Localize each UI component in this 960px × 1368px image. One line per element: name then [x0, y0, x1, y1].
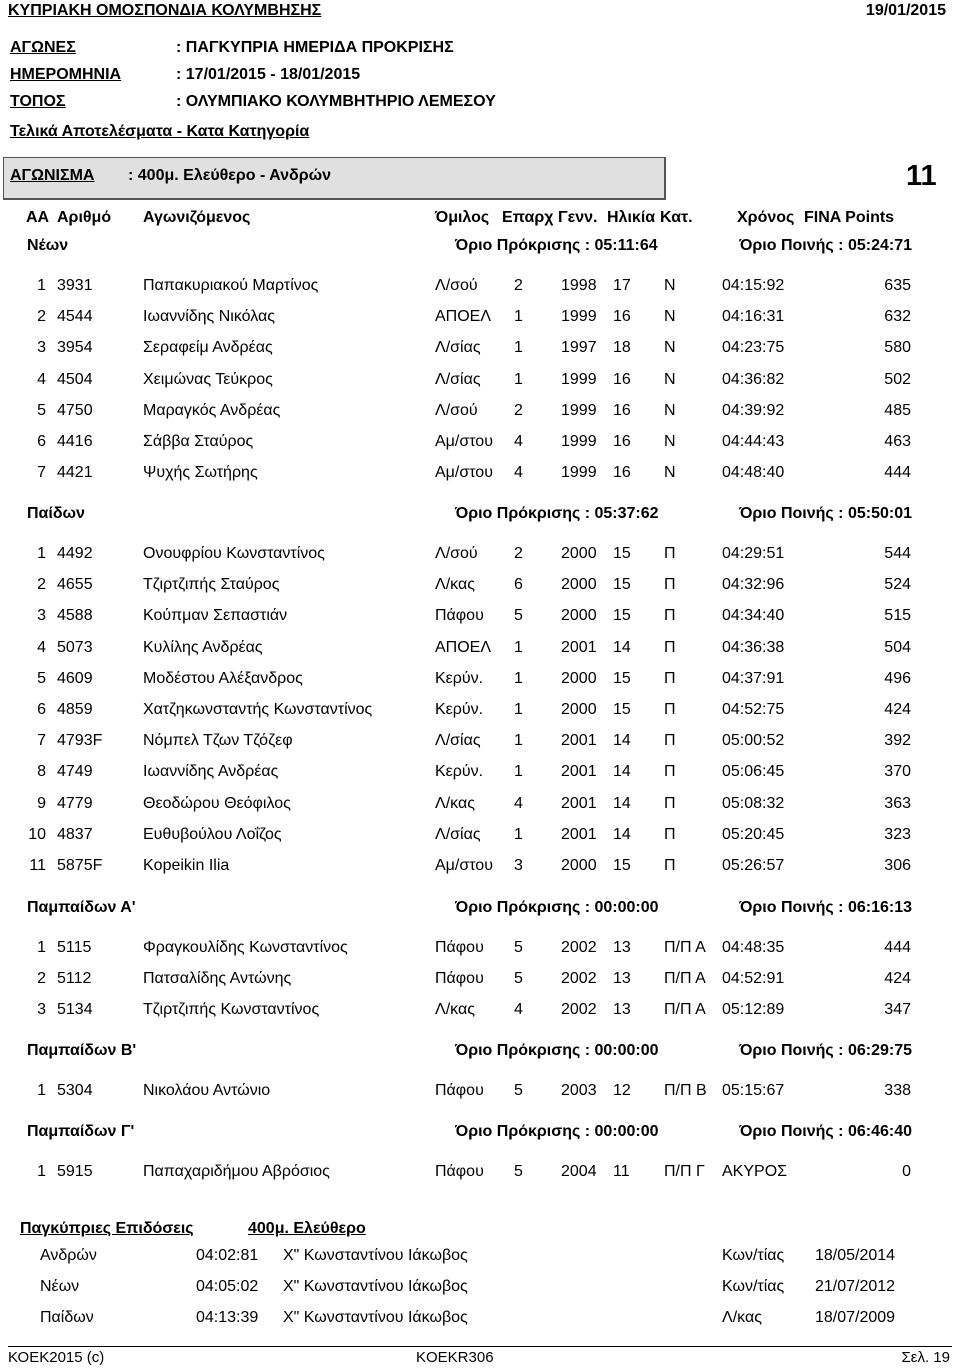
cell-district: 5: [514, 970, 523, 988]
cell-age: 15: [613, 857, 631, 874]
cell-rank: 3: [37, 607, 46, 625]
cell-points: 392: [884, 732, 911, 750]
cell-club: Λ/σού: [435, 277, 478, 294]
cell-time: 05:12:89: [722, 1001, 785, 1019]
record-club: Κων/τίας: [722, 1247, 785, 1264]
cell-age: 14: [613, 638, 631, 656]
cell-name: Παπαχαριδήμου Αβρόσιος: [143, 1163, 330, 1180]
penalty-limit: Όριο Ποινής : 06:16:13: [739, 899, 912, 916]
event-name: : 400μ. Ελεύθερο - Ανδρών: [128, 167, 332, 184]
penalty-limit: Όριο Ποινής : 06:29:75: [739, 1042, 912, 1059]
footer-code: KOEKR306: [416, 1349, 494, 1366]
cell-district: 1: [514, 308, 523, 326]
cell-name: Πατσαλίδης Αντώνης: [143, 970, 292, 988]
cell-cat: Π: [664, 576, 676, 594]
cell-district: 1: [514, 825, 523, 843]
cell-id: 4655: [57, 576, 93, 594]
cell-rank: 1: [37, 1163, 46, 1180]
cell-points: 515: [884, 607, 911, 625]
cell-rank: 2: [37, 308, 46, 326]
cell-district: 2: [514, 545, 523, 562]
cell-cat: Π: [664, 545, 676, 562]
meta-value-date: : 17/01/2015 - 18/01/2015: [176, 66, 361, 83]
cell-year: 2000: [561, 669, 597, 687]
record-holder: Χ" Κωνσταντίνου Ιάκωβος: [283, 1247, 468, 1264]
cell-time: 04:15:92: [722, 277, 785, 294]
cell-district: 5: [514, 1163, 523, 1180]
cell-year: 2000: [561, 545, 597, 562]
record-time: 04:13:39: [196, 1309, 259, 1326]
cell-age: 15: [613, 576, 631, 594]
cell-points: 306: [884, 857, 911, 874]
cell-age: 16: [613, 308, 631, 326]
cell-district: 5: [514, 607, 523, 625]
cell-age: 13: [613, 939, 631, 956]
record-club: Κων/τίας: [722, 1278, 785, 1295]
cell-cat: Π: [664, 701, 676, 718]
cell-club: Λ/σίας: [435, 732, 481, 750]
cell-cat: Π/Π Β: [664, 1082, 707, 1099]
cell-year: 2001: [561, 794, 597, 812]
penalty-limit: Όριο Ποινής : 05:50:01: [739, 505, 912, 522]
cell-time: 05:08:32: [722, 794, 785, 812]
cell-age: 15: [613, 607, 631, 625]
cell-points: 463: [884, 433, 911, 450]
cell-id: 5115: [57, 939, 92, 956]
cell-points: 544: [884, 545, 911, 562]
meta-label-venue: ΤΟΠΟΣ: [10, 93, 66, 110]
record-age-group: Παίδων: [40, 1309, 94, 1326]
qualifying-limit: Όριο Πρόκρισης : 00:00:00: [455, 899, 659, 916]
cell-district: 2: [514, 401, 523, 419]
cell-cat: Π/Π Α: [664, 1001, 706, 1019]
cell-rank: 5: [37, 401, 46, 419]
cell-year: 2003: [561, 1082, 597, 1099]
cell-points: 496: [884, 669, 911, 687]
cell-time: 04:39:92: [722, 401, 785, 419]
cell-name: Ονουφρίου Κωνσταντίνος: [143, 545, 325, 562]
cell-district: 1: [514, 763, 523, 781]
cell-id: 4544: [57, 308, 93, 326]
cell-district: 1: [514, 339, 523, 357]
cell-points: 635: [884, 277, 911, 294]
cell-time: 05:06:45: [722, 763, 785, 781]
cell-age: 14: [613, 763, 631, 781]
cell-district: 1: [514, 370, 523, 388]
event-label: ΑΓΩΝΙΣΜΑ: [10, 167, 95, 184]
cell-rank: 3: [37, 1001, 46, 1019]
category-title: Παίδων: [27, 505, 85, 522]
cell-age: 16: [613, 370, 631, 388]
meta-value-venue: : ΟΛΥΜΠΙΑΚΟ ΚΟΛΥΜΒΗΤΗΡΙΟ ΛΕΜΕΣΟΥ: [176, 93, 496, 110]
record-holder: Χ" Κωνσταντίνου Ιάκωβος: [283, 1309, 468, 1326]
cell-time: 04:29:51: [722, 545, 785, 562]
cell-club: ΑΠΟΕΛ: [435, 308, 492, 326]
cell-id: 4749: [57, 763, 93, 781]
cell-cat: Ν: [664, 464, 676, 482]
cell-age: 14: [613, 794, 631, 812]
cell-points: 444: [884, 939, 911, 956]
cell-time: 04:48:35: [722, 939, 785, 956]
col-cat: Κατ.: [660, 209, 693, 226]
cell-cat: Π: [664, 669, 676, 687]
cell-age: 16: [613, 433, 631, 450]
cell-id: 4837: [57, 825, 93, 843]
cell-year: 1999: [561, 464, 597, 482]
qualifying-limit: Όριο Πρόκρισης : 00:00:00: [455, 1123, 659, 1140]
cell-year: 2001: [561, 732, 597, 750]
cell-name: Ιωαννίδης Ανδρέας: [143, 763, 279, 781]
cell-id: 4588: [57, 607, 93, 625]
cell-year: 2000: [561, 607, 597, 625]
cell-club: Κερύν.: [435, 763, 484, 781]
cell-rank: 11: [29, 857, 46, 874]
cell-club: Πάφου: [435, 607, 484, 625]
cell-name: Ψυχής Σωτήρης: [143, 464, 258, 482]
cell-name: Χατζηκωνσταντής Κωνσταντίνος: [143, 701, 373, 718]
cell-age: 14: [613, 825, 631, 843]
cell-time: 05:00:52: [722, 732, 785, 750]
cell-year: 2001: [561, 825, 597, 843]
cell-age: 11: [613, 1163, 630, 1180]
cell-club: Κερύν.: [435, 701, 484, 718]
cell-name: Φραγκουλίδης Κωνσταντίνος: [143, 939, 348, 956]
cell-club: Λ/κας: [435, 1001, 475, 1019]
footer-rule: [8, 1346, 952, 1347]
col-time: Χρόνος: [737, 209, 795, 226]
cell-time: 04:52:75: [722, 701, 785, 718]
category-title: Παμπαίδων Α': [27, 899, 136, 916]
cell-age: 17: [613, 277, 631, 294]
event-number: 11: [906, 160, 937, 192]
qualifying-limit: Όριο Πρόκρισης : 00:00:00: [455, 1042, 659, 1059]
cell-id: 4793F: [57, 732, 103, 750]
cell-time: 04:23:75: [722, 339, 785, 357]
cell-points: 524: [884, 576, 911, 594]
cell-club: Κερύν.: [435, 669, 484, 687]
cell-name: Σάββα Σταύρος: [143, 433, 254, 450]
cell-id: 4504: [57, 370, 93, 388]
cell-club: Λ/κας: [435, 794, 475, 812]
cell-year: 1998: [561, 277, 597, 294]
cell-id: 5073: [57, 638, 93, 656]
cell-district: 2: [514, 277, 523, 294]
cell-age: 18: [613, 339, 631, 357]
cell-cat: Π: [664, 825, 676, 843]
cell-cat: Π: [664, 794, 676, 812]
cell-rank: 7: [37, 732, 46, 750]
cell-rank: 3: [37, 339, 46, 357]
cell-club: Πάφου: [435, 970, 484, 988]
cell-rank: 1: [37, 939, 46, 956]
cell-district: 4: [514, 464, 523, 482]
cell-time: 04:16:31: [722, 308, 785, 326]
cell-time: 04:34:40: [722, 607, 785, 625]
cell-year: 1997: [561, 339, 597, 357]
cell-cat: Π/Π Α: [664, 939, 706, 956]
print-date: 19/01/2015: [865, 2, 946, 19]
cell-year: 1999: [561, 401, 597, 419]
cell-name: Παπακυριακού Μαρτίνος: [143, 277, 319, 294]
cell-age: 15: [613, 701, 631, 718]
cell-age: 16: [613, 464, 631, 482]
cell-rank: 8: [37, 763, 46, 781]
cell-name: Τζιρτζιπής Σταύρος: [143, 576, 280, 594]
record-club: Λ/κας: [722, 1309, 762, 1326]
category-title: Παμπαίδων Γ': [27, 1123, 135, 1140]
cell-year: 2001: [561, 638, 597, 656]
cell-age: 13: [613, 970, 631, 988]
cell-time: ΑΚΥΡΟΣ: [722, 1163, 788, 1180]
cell-id: 3954: [57, 339, 93, 357]
cell-points: 338: [884, 1082, 911, 1099]
record-age-group: Ανδρών: [40, 1247, 97, 1264]
cell-district: 3: [514, 857, 523, 874]
cell-id: 4421: [57, 464, 93, 482]
cell-age: 16: [613, 401, 631, 419]
cell-rank: 1: [37, 277, 46, 294]
cell-time: 05:15:67: [722, 1082, 785, 1099]
cell-rank: 4: [37, 370, 46, 388]
record-time: 04:05:02: [196, 1278, 259, 1295]
cell-id: 4416: [57, 433, 93, 450]
col-age: Ηλικία: [607, 209, 656, 226]
cell-name: Kopeikin Ilia: [143, 857, 230, 874]
cell-rank: 5: [37, 669, 46, 687]
cell-rank: 9: [37, 794, 46, 812]
record-date: 18/07/2009: [815, 1309, 896, 1326]
cell-year: 1999: [561, 370, 597, 388]
cell-name: Ευθυβούλου Λοΐζος: [143, 825, 282, 843]
cell-name: Ιωαννίδης Νικόλας: [143, 308, 275, 326]
qualifying-limit: Όριο Πρόκρισης : 05:11:64: [455, 237, 658, 254]
cell-year: 2002: [561, 939, 597, 956]
cell-points: 424: [884, 970, 911, 988]
cell-rank: 1: [37, 1082, 46, 1099]
cell-district: 4: [514, 433, 523, 450]
meta-value-meet: : ΠΑΓΚΥΠΡΙΑ ΗΜΕΡΙΔΑ ΠΡΟΚΡΙΣΗΣ: [176, 39, 454, 56]
cell-name: Χειμώνας Τεύκρος: [143, 370, 273, 388]
cell-year: 2000: [561, 857, 597, 874]
cell-name: Θεοδώρου Θεόφιλος: [143, 794, 291, 812]
cell-time: 04:36:82: [722, 370, 785, 388]
federation-title: ΚΥΠΡΙΑΚΗ ΟΜΟΣΠΟΝΔΙΑ ΚΟΛΥΜΒΗΣΗΣ: [8, 2, 322, 19]
cell-name: Τζιρτζιπής Κωνσταντίνος: [143, 1001, 320, 1019]
cell-name: Κούπμαν Σεπαστιάν: [143, 607, 288, 625]
cell-id: 5134: [57, 1001, 93, 1019]
cell-time: 04:36:38: [722, 638, 785, 656]
cell-id: 3931: [57, 277, 93, 294]
cell-age: 15: [613, 669, 631, 687]
event-box: [3, 157, 666, 200]
records-event: 400μ. Ελεύθερο: [248, 1220, 366, 1237]
cell-district: 1: [514, 638, 523, 656]
cell-district: 1: [514, 701, 523, 718]
records-title: Παγκύπριες Επιδόσεις: [20, 1220, 194, 1237]
cell-time: 04:44:43: [722, 433, 785, 450]
cell-points: 632: [884, 308, 911, 326]
cell-year: 2002: [561, 1001, 597, 1019]
footer-copyright: ΚΟΕΚ2015 (c): [8, 1349, 105, 1366]
col-points: FINA Points: [804, 209, 895, 226]
cell-points: 323: [884, 825, 911, 843]
cell-time: 04:32:96: [722, 576, 785, 594]
cell-name: Μαραγκός Ανδρέας: [143, 401, 281, 419]
cell-rank: 7: [37, 464, 46, 482]
cell-points: 502: [884, 370, 911, 388]
col-id: Αριθμό: [57, 209, 112, 226]
cell-time: 04:48:40: [722, 464, 785, 482]
cell-id: 4859: [57, 701, 93, 718]
cell-id: 4750: [57, 401, 93, 419]
cell-cat: Π: [664, 857, 676, 874]
cell-points: 485: [884, 401, 911, 419]
cell-rank: 6: [37, 701, 46, 718]
cell-id: 4492: [57, 545, 93, 562]
cell-club: ΑΠΟΕΛ: [435, 638, 492, 656]
cell-points: 370: [884, 763, 911, 781]
cell-id: 5915: [57, 1163, 93, 1180]
cell-rank: 4: [37, 638, 46, 656]
cell-cat: Ν: [664, 277, 676, 294]
penalty-limit: Όριο Ποινής : 05:24:71: [739, 237, 912, 254]
cell-cat: Ν: [664, 308, 676, 326]
cell-name: Μοδέστου Αλέξανδρος: [143, 669, 303, 687]
cell-club: Αμ/στου: [435, 433, 493, 450]
cell-cat: Ν: [664, 339, 676, 357]
cell-cat: Ν: [664, 370, 676, 388]
cell-rank: 6: [37, 433, 46, 450]
cell-club: Πάφου: [435, 1082, 484, 1099]
cell-points: 444: [884, 464, 911, 482]
cell-age: 13: [613, 1001, 631, 1019]
cell-id: 4609: [57, 669, 93, 687]
cell-points: 0: [902, 1163, 911, 1180]
cell-time: 04:37:91: [722, 669, 785, 687]
cell-name: Σεραφείμ Ανδρέας: [143, 339, 273, 357]
cell-club: Αμ/στου: [435, 857, 493, 874]
cell-name: Νόμπελ Τζων Τζόζεφ: [143, 732, 293, 750]
col-year: Γενν.: [558, 209, 598, 226]
cell-age: 12: [613, 1082, 631, 1099]
record-age-group: Νέων: [40, 1278, 80, 1295]
cell-club: Λ/σού: [435, 545, 478, 562]
record-holder: Χ" Κωνσταντίνου Ιάκωβος: [283, 1278, 468, 1295]
cell-id: 5875F: [57, 857, 103, 874]
cell-district: 4: [514, 1001, 523, 1019]
cell-time: 05:20:45: [722, 825, 785, 843]
cell-points: 363: [884, 794, 911, 812]
cell-cat: Π/Π Γ: [664, 1163, 705, 1180]
qualifying-limit: Όριο Πρόκρισης : 05:37:62: [455, 505, 659, 522]
cell-cat: Π: [664, 763, 676, 781]
col-name: Αγωνιζόμενος: [143, 209, 251, 226]
cell-cat: Π/Π Α: [664, 970, 706, 988]
cell-time: 05:26:57: [722, 857, 785, 874]
cell-district: 6: [514, 576, 523, 594]
cell-year: 2001: [561, 763, 597, 781]
record-time: 04:02:81: [196, 1247, 259, 1264]
penalty-limit: Όριο Ποινής : 06:46:40: [739, 1123, 912, 1140]
cell-name: Κυλίλης Ανδρέας: [143, 638, 263, 656]
cell-cat: Π: [664, 638, 676, 656]
cell-year: 1999: [561, 433, 597, 450]
cell-name: Νικολάου Αντώνιο: [143, 1082, 271, 1099]
cell-year: 1999: [561, 308, 597, 326]
cell-id: 5112: [57, 970, 92, 988]
cell-rank: 10: [28, 825, 46, 843]
cell-year: 2004: [561, 1163, 597, 1180]
cell-rank: 2: [37, 970, 46, 988]
cell-club: Λ/σίας: [435, 825, 481, 843]
cell-points: 424: [884, 701, 911, 718]
record-date: 21/07/2012: [815, 1278, 896, 1295]
cell-cat: Ν: [664, 401, 676, 419]
cell-age: 14: [613, 732, 631, 750]
cell-club: Πάφου: [435, 939, 484, 956]
cell-age: 15: [613, 545, 631, 562]
col-club: Όμιλος: [435, 209, 490, 226]
cell-club: Πάφου: [435, 1163, 484, 1180]
category-title: Νέων: [27, 237, 69, 254]
cell-district: 1: [514, 669, 523, 687]
cell-club: Αμ/στου: [435, 464, 493, 482]
category-title: Παμπαίδων Β': [27, 1042, 137, 1059]
cell-time: 04:52:91: [722, 970, 785, 988]
cell-district: 4: [514, 794, 523, 812]
cell-district: 1: [514, 732, 523, 750]
col-district: Επαρχ: [502, 209, 554, 226]
cell-club: Λ/σίας: [435, 339, 481, 357]
cell-district: 5: [514, 1082, 523, 1099]
cell-club: Λ/σίας: [435, 370, 481, 388]
cell-rank: 1: [37, 545, 46, 562]
cell-cat: Π: [664, 732, 676, 750]
meta-label-meet: ΑΓΩΝΕΣ: [10, 39, 76, 56]
cell-cat: Π: [664, 607, 676, 625]
results-subtitle: Τελικά Αποτελέσματα - Κατα Κατηγορία: [10, 123, 310, 140]
cell-year: 2000: [561, 576, 597, 594]
cell-points: 347: [884, 1001, 911, 1019]
cell-year: 2000: [561, 701, 597, 718]
cell-points: 580: [884, 339, 911, 357]
cell-year: 2002: [561, 970, 597, 988]
cell-id: 4779: [57, 794, 93, 812]
meta-label-date: ΗΜΕΡΟΜΗΝΙΑ: [10, 66, 122, 83]
cell-club: Λ/σού: [435, 401, 478, 419]
cell-district: 5: [514, 939, 523, 956]
cell-rank: 2: [37, 576, 46, 594]
footer-page: Σελ. 19: [901, 1349, 950, 1366]
record-date: 18/05/2014: [815, 1247, 896, 1264]
cell-cat: Ν: [664, 433, 676, 450]
cell-points: 504: [884, 638, 911, 656]
cell-id: 5304: [57, 1082, 93, 1099]
cell-club: Λ/κας: [435, 576, 475, 594]
col-rank: ΑΑ: [26, 209, 50, 226]
